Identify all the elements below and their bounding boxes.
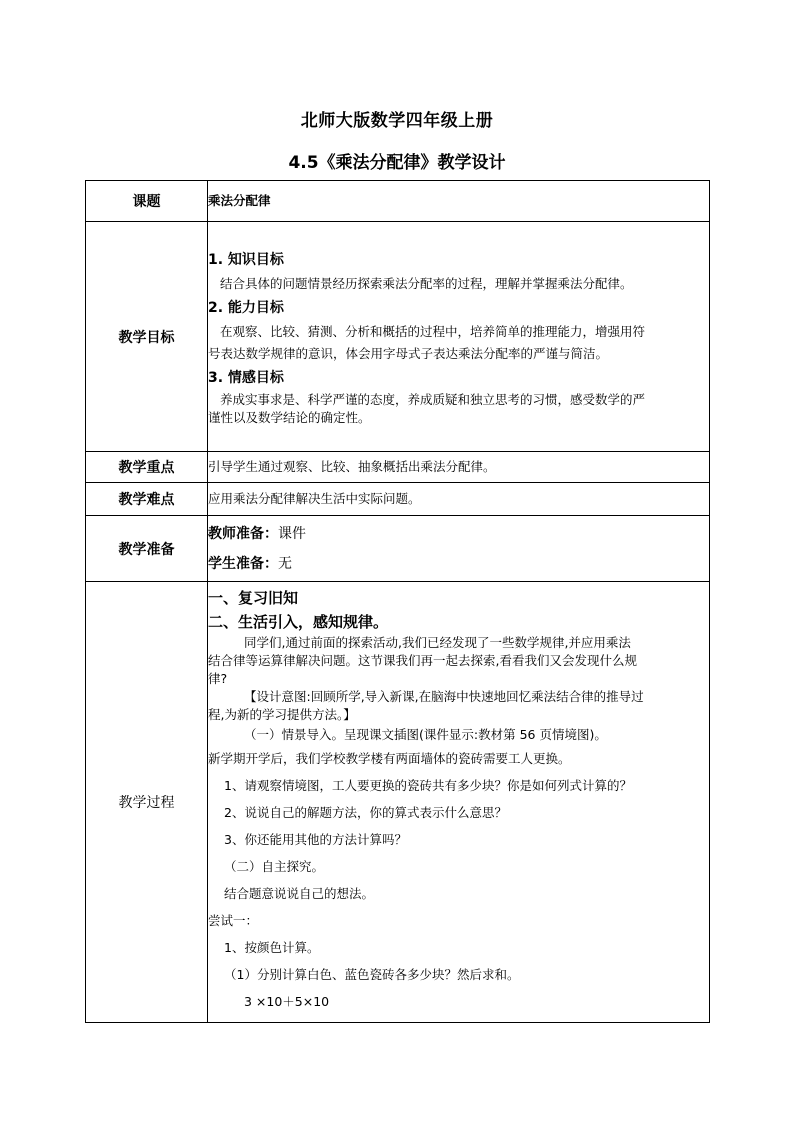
question-1: 1、请观察情境图，工人要更换的瓷砖共有多少块？你是如何列式计算的？ bbox=[224, 778, 632, 793]
difficulty-label: 教学难点 bbox=[86, 483, 208, 516]
objective-text-knowledge: 结合具体的问题情景经历探索乘法分配率的过程，理解并掌握乘法分配律。 bbox=[220, 275, 633, 291]
topic-value: 乘法分配律 bbox=[208, 181, 710, 222]
lesson-plan-table bbox=[85, 180, 710, 1023]
process-heading-review: 一、复习旧知 bbox=[208, 589, 299, 607]
teacher-preparation bbox=[208, 519, 709, 549]
row-preparation bbox=[86, 516, 710, 582]
preparation-content bbox=[208, 516, 710, 582]
document-title: 北师大版数学四年级上册 bbox=[300, 111, 494, 131]
row-objectives bbox=[86, 222, 710, 452]
process-think-aloud: 结合题意说说自己的想法。 bbox=[224, 886, 375, 901]
objective-text-ability-2: 号表达数学规律的意识，体会用字母式子表达乘法分配率的严谨与简洁。 bbox=[208, 345, 609, 361]
objective-heading-emotion: 3. 情感目标 bbox=[208, 369, 284, 386]
objectives-label: 教学目标 bbox=[86, 222, 208, 452]
row-topic bbox=[86, 181, 710, 222]
topic-label: 课题 bbox=[86, 181, 208, 222]
objective-text-ability-1: 在观察、比较、猜测、分析和概括的过程中，培养简单的推理能力，增强用符 bbox=[220, 323, 646, 339]
attempt-one-step-1: 1、按颜色计算。 bbox=[224, 940, 320, 955]
key-point-label: 教学重点 bbox=[86, 452, 208, 483]
key-point-value: 引导学生通过观察、比较、抽象概括出乘法分配律。 bbox=[208, 452, 710, 483]
preparation-label: 教学准备 bbox=[86, 516, 208, 582]
student-preparation-value: 无 bbox=[278, 555, 292, 572]
process-self-explore: （二）自主探究。 bbox=[224, 859, 325, 874]
row-difficulty bbox=[86, 483, 710, 516]
attempt-one-step-1a: （1）分别计算白色、蓝色瓷砖各多少块？然后求和。 bbox=[224, 967, 520, 982]
student-preparation-label: 学生准备： bbox=[208, 555, 278, 572]
process-scene-text: 新学期开学后，我们学校教学楼有两面墙体的瓷砖需要工人更换。 bbox=[208, 751, 571, 766]
objective-heading-ability: 2. 能力目标 bbox=[208, 299, 284, 316]
teacher-preparation-label: 教师准备： bbox=[208, 525, 278, 542]
question-2: 2、说说自己的解题方法，你的算式表示什么意思？ bbox=[224, 805, 507, 820]
process-content bbox=[208, 582, 710, 1023]
objective-text-emotion-1: 养成实事求是、科学严谨的态度，养成质疑和独立思考的习惯，感受数学的严 bbox=[220, 391, 646, 407]
attempt-one-formula: 3 ×10＋5×10 bbox=[244, 994, 330, 1009]
attempt-one: 尝试一： bbox=[208, 913, 259, 928]
design-intent-2: 程,为新的学习提供方法。】 bbox=[208, 707, 356, 722]
process-scene-intro: （一）情景导入。呈现课文插图(课件显示:教材第 56 页情境图)。 bbox=[244, 727, 607, 742]
document-subtitle: 4.5《乘法分配律》教学设计 bbox=[288, 153, 506, 173]
process-paragraph-1b: 结合律等运算律解决问题。这节课我们再一起去探索,看看我们又会发现什么规 bbox=[208, 653, 637, 668]
objective-heading-knowledge: 1. 知识目标 bbox=[208, 251, 284, 268]
process-heading-intro: 二、生活引入，感知规律。 bbox=[208, 613, 389, 631]
row-key-point bbox=[86, 452, 710, 483]
row-process bbox=[86, 582, 710, 1023]
objective-text-emotion-2: 谨性以及数学结论的确定性。 bbox=[208, 409, 371, 425]
question-3: 3、你还能用其他的方法计算吗？ bbox=[224, 832, 407, 847]
process-paragraph-1a: 同学们,通过前面的探索活动,我们已经发现了一些数学规律,并应用乘法 bbox=[244, 635, 631, 650]
difficulty-value: 应用乘法分配律解决生活中实际问题。 bbox=[208, 483, 710, 516]
process-paragraph-1c: 律? bbox=[208, 671, 228, 686]
student-preparation bbox=[208, 549, 709, 579]
teacher-preparation-value: 课件 bbox=[278, 525, 306, 542]
objectives-content bbox=[208, 222, 710, 452]
design-intent-1: 【设计意图:回顾所学,导入新课,在脑海中快速地回忆乘法结合律的推导过 bbox=[244, 689, 644, 704]
process-label: 教学过程 bbox=[86, 582, 208, 1023]
